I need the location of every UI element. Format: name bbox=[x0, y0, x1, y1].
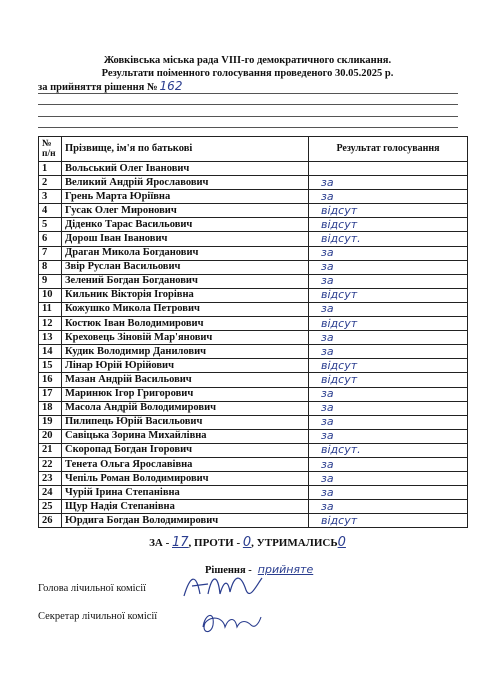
deputy-name: Зелений Богдан Богданович bbox=[62, 274, 309, 288]
deputy-name: Костюк Іван Володимирович bbox=[62, 317, 309, 331]
col-result-header: Результат голосування bbox=[309, 137, 468, 162]
table-row bbox=[39, 232, 468, 246]
deputy-name: Маринюк Ігор Григорович bbox=[62, 387, 309, 401]
vote-result: за bbox=[309, 500, 468, 514]
row-number: 11 bbox=[39, 302, 62, 316]
deputy-name: Щур Надія Степанівна bbox=[62, 500, 309, 514]
proty-label: , ПРОТИ - bbox=[188, 537, 241, 549]
row-number: 13 bbox=[39, 331, 62, 345]
deputy-name: Грень Марта Юріївна bbox=[62, 190, 309, 204]
decision-label: за прийняття рішення № bbox=[38, 82, 158, 93]
table-row bbox=[39, 302, 468, 316]
row-number: 5 bbox=[39, 218, 62, 232]
deputy-name: Гусак Олег Миронович bbox=[62, 204, 309, 218]
table-row bbox=[39, 176, 468, 190]
row-number: 14 bbox=[39, 345, 62, 359]
row-number: 4 bbox=[39, 204, 62, 218]
vote-result: за bbox=[309, 190, 468, 204]
deputy-name: Звір Руслан Васильович bbox=[62, 260, 309, 274]
deputy-name: Лінар Юрій Юрійович bbox=[62, 359, 309, 373]
deputy-name: Вольський Олег Іванович bbox=[62, 162, 309, 176]
deputy-name: Юрдига Богдан Володимирович bbox=[62, 514, 309, 528]
secretary-signature bbox=[195, 603, 265, 639]
deputy-name: Скоропад Богдан Ігорович bbox=[62, 443, 309, 457]
col-num-header: № п/н bbox=[39, 137, 62, 162]
row-number: 23 bbox=[39, 472, 62, 486]
table-row bbox=[39, 514, 468, 528]
table-row bbox=[39, 246, 468, 260]
table-row bbox=[39, 331, 468, 345]
row-number: 15 bbox=[39, 359, 62, 373]
vote-result: за bbox=[309, 486, 468, 500]
vote-result: за bbox=[309, 345, 468, 359]
row-number: 16 bbox=[39, 373, 62, 387]
deputy-name: Пилипець Юрій Васильович bbox=[62, 415, 309, 429]
vote-result: відсут bbox=[309, 204, 468, 218]
row-number: 19 bbox=[39, 415, 62, 429]
utrym-label: , УТРИМАЛИСЬ bbox=[251, 537, 338, 549]
blank-line bbox=[38, 93, 458, 94]
vote-result: за bbox=[309, 302, 468, 316]
deputy-name: Кудик Володимир Данилович bbox=[62, 345, 309, 359]
vote-result: за bbox=[309, 260, 468, 274]
table-row bbox=[39, 387, 468, 401]
table-row bbox=[39, 274, 468, 288]
vote-result: за bbox=[309, 401, 468, 415]
vote-result: відсут bbox=[309, 317, 468, 331]
row-number: 3 bbox=[39, 190, 62, 204]
row-number: 1 bbox=[39, 162, 62, 176]
vote-result: відсут. bbox=[309, 232, 468, 246]
table-row bbox=[39, 415, 468, 429]
row-number: 10 bbox=[39, 288, 62, 302]
deputy-name: Савіцька Зорина Михайлівна bbox=[62, 429, 309, 443]
vote-result: за bbox=[309, 274, 468, 288]
utrym-value: 0 bbox=[337, 535, 346, 550]
deputy-name: Великий Андрій Ярославович bbox=[62, 176, 309, 190]
deputy-name: Чепіль Роман Володимирович bbox=[62, 472, 309, 486]
voting-table bbox=[38, 136, 468, 528]
row-number: 12 bbox=[39, 317, 62, 331]
row-number: 18 bbox=[39, 401, 62, 415]
vote-result: за bbox=[309, 429, 468, 443]
table-row bbox=[39, 204, 468, 218]
row-number: 6 bbox=[39, 232, 62, 246]
row-number: 26 bbox=[39, 514, 62, 528]
row-number: 9 bbox=[39, 274, 62, 288]
vote-result: за bbox=[309, 472, 468, 486]
table-row bbox=[39, 162, 468, 176]
table-row bbox=[39, 500, 468, 514]
table-row bbox=[39, 486, 468, 500]
row-number: 21 bbox=[39, 443, 62, 457]
deputy-name: Мазан Андрій Васильович bbox=[62, 373, 309, 387]
vote-result: за bbox=[309, 331, 468, 345]
result-value: прийняте bbox=[257, 563, 314, 576]
deputy-name: Чурій Ірина Степанівна bbox=[62, 486, 309, 500]
table-row bbox=[39, 472, 468, 486]
table-row bbox=[39, 190, 468, 204]
result-label: Рішення - bbox=[205, 565, 252, 576]
decision-line bbox=[38, 79, 182, 93]
blank-line bbox=[38, 104, 458, 105]
blank-line bbox=[38, 127, 458, 128]
vote-result: відсут bbox=[309, 359, 468, 373]
table-row bbox=[39, 317, 468, 331]
row-number: 22 bbox=[39, 457, 62, 471]
row-number: 2 bbox=[39, 176, 62, 190]
voting-title: Результати поіменного голосування проведеного 30.05.2025 р. bbox=[101, 68, 394, 79]
vote-result: за bbox=[309, 387, 468, 401]
table-row bbox=[39, 359, 468, 373]
vote-result: відсут. bbox=[309, 443, 468, 457]
table-row bbox=[39, 288, 468, 302]
deputy-name: Кильник Вікторія Ігорівна bbox=[62, 288, 309, 302]
vote-result: відсут bbox=[309, 288, 468, 302]
secretary-label: Секретар лічильної комісії bbox=[38, 611, 158, 622]
row-number: 25 bbox=[39, 500, 62, 514]
table-row bbox=[39, 260, 468, 274]
council-title: Жовківська міська рада VIII-го демократичного скликання. bbox=[103, 55, 392, 66]
vote-summary bbox=[0, 535, 495, 550]
deputy-name: Кожушко Микола Петрович bbox=[62, 302, 309, 316]
row-number: 7 bbox=[39, 246, 62, 260]
blank-line bbox=[38, 116, 458, 117]
col-name-header: Прізвище, ім'я по батькові bbox=[62, 137, 309, 162]
table-row bbox=[39, 218, 468, 232]
table-row bbox=[39, 345, 468, 359]
vote-result: відсут bbox=[309, 373, 468, 387]
deputy-name: Драган Микола Богданович bbox=[62, 246, 309, 260]
table-header-row bbox=[39, 137, 468, 162]
deputy-name: Креховець Зіновій Мар'янович bbox=[62, 331, 309, 345]
row-number: 8 bbox=[39, 260, 62, 274]
row-number: 24 bbox=[39, 486, 62, 500]
deputy-name: Дорош Іван Іванович bbox=[62, 232, 309, 246]
deputy-name: Діденко Тарас Васильович bbox=[62, 218, 309, 232]
deputy-name: Масола Андрій Володимирович bbox=[62, 401, 309, 415]
table-row bbox=[39, 401, 468, 415]
vote-result: за bbox=[309, 457, 468, 471]
table-row bbox=[39, 429, 468, 443]
row-number: 20 bbox=[39, 429, 62, 443]
decision-number: 162 bbox=[159, 79, 183, 93]
za-value: 17 bbox=[172, 535, 189, 550]
vote-result: відсут bbox=[309, 218, 468, 232]
vote-result bbox=[309, 162, 468, 176]
table-row bbox=[39, 457, 468, 471]
za-label: ЗА - bbox=[149, 537, 170, 549]
table-row bbox=[39, 373, 468, 387]
proty-value: 0 bbox=[242, 535, 252, 550]
vote-result: за bbox=[309, 246, 468, 260]
vote-result: за bbox=[309, 415, 468, 429]
vote-result: за bbox=[309, 176, 468, 190]
chair-label: Голова лічильної комісії bbox=[38, 583, 147, 594]
row-number: 17 bbox=[39, 387, 62, 401]
vote-result: відсут bbox=[309, 514, 468, 528]
deputy-name: Тенета Ольга Ярославівна bbox=[62, 457, 309, 471]
chair-signature bbox=[178, 566, 268, 606]
table-row bbox=[39, 443, 468, 457]
